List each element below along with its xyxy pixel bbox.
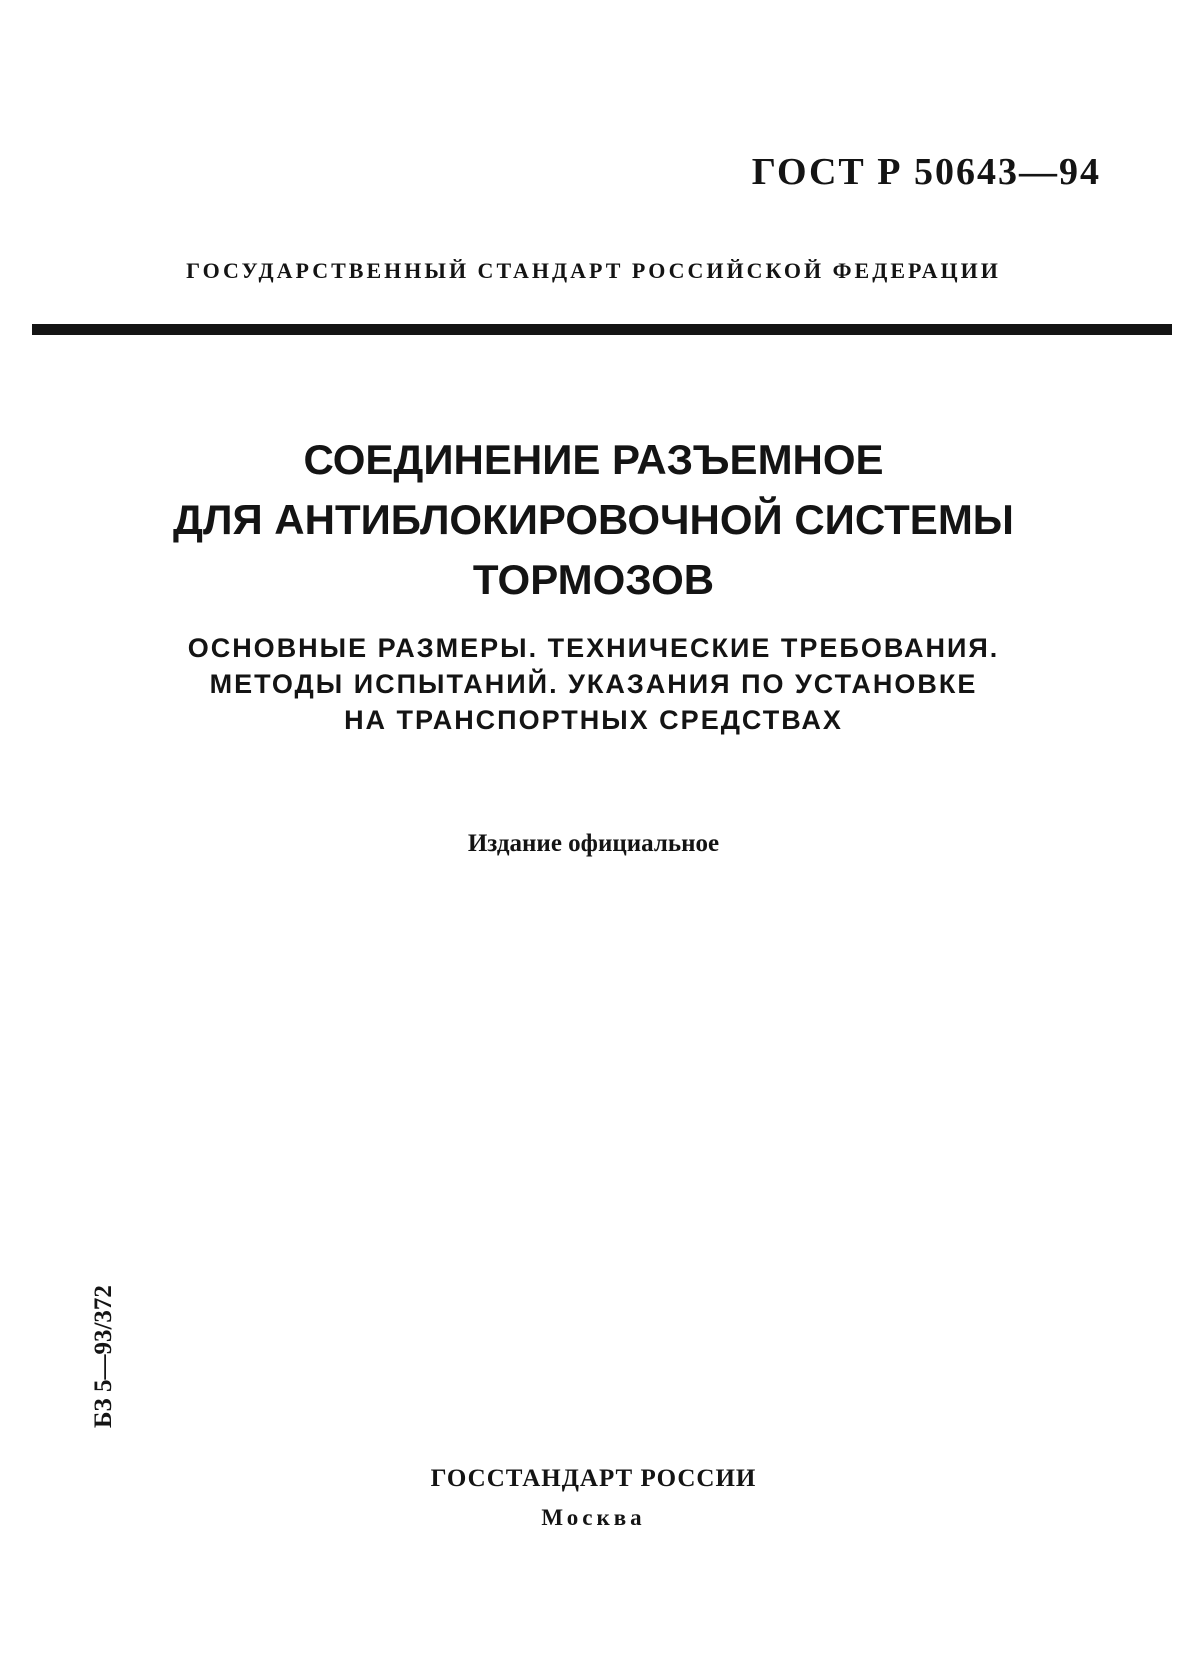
publisher: ГОССТАНДАРТ РОССИИ xyxy=(430,1465,757,1492)
document-title xyxy=(0,430,1187,610)
document-subtitle xyxy=(0,630,1187,738)
document-header: ГОСУДАРСТВЕННЫЙ СТАНДАРТ РОССИЙСКОЙ ФЕДЕРАЦИИ xyxy=(186,258,1001,283)
edition-label: Издание официальное xyxy=(467,830,720,857)
header-divider xyxy=(32,324,1172,335)
title-line: СОЕДИНЕНИЕ РАЗЪЕМНОЕ xyxy=(303,436,884,483)
subtitle-line: ОСНОВНЫЕ РАЗМЕРЫ. ТЕХНИЧЕСКИЕ ТРЕБОВАНИЯ. xyxy=(187,633,1000,663)
subtitle-line: МЕТОДЫ ИСПЫТАНИЙ. УКАЗАНИЯ ПО УСТАНОВКЕ xyxy=(209,669,978,699)
title-line: ДЛЯ АНТИБЛОКИРОВОЧНОЙ СИСТЕМЫ xyxy=(173,496,1014,543)
side-catalog-code: БЗ 5—93/372 xyxy=(90,1285,117,1428)
gost-code: ГОСТ Р 50643—94 xyxy=(751,151,1101,193)
subtitle-line: НА ТРАНСПОРТНЫХ СРЕДСТВАХ xyxy=(344,705,843,735)
publication-city: Москва xyxy=(541,1505,646,1530)
title-line: ТОРМОЗОВ xyxy=(472,556,715,603)
